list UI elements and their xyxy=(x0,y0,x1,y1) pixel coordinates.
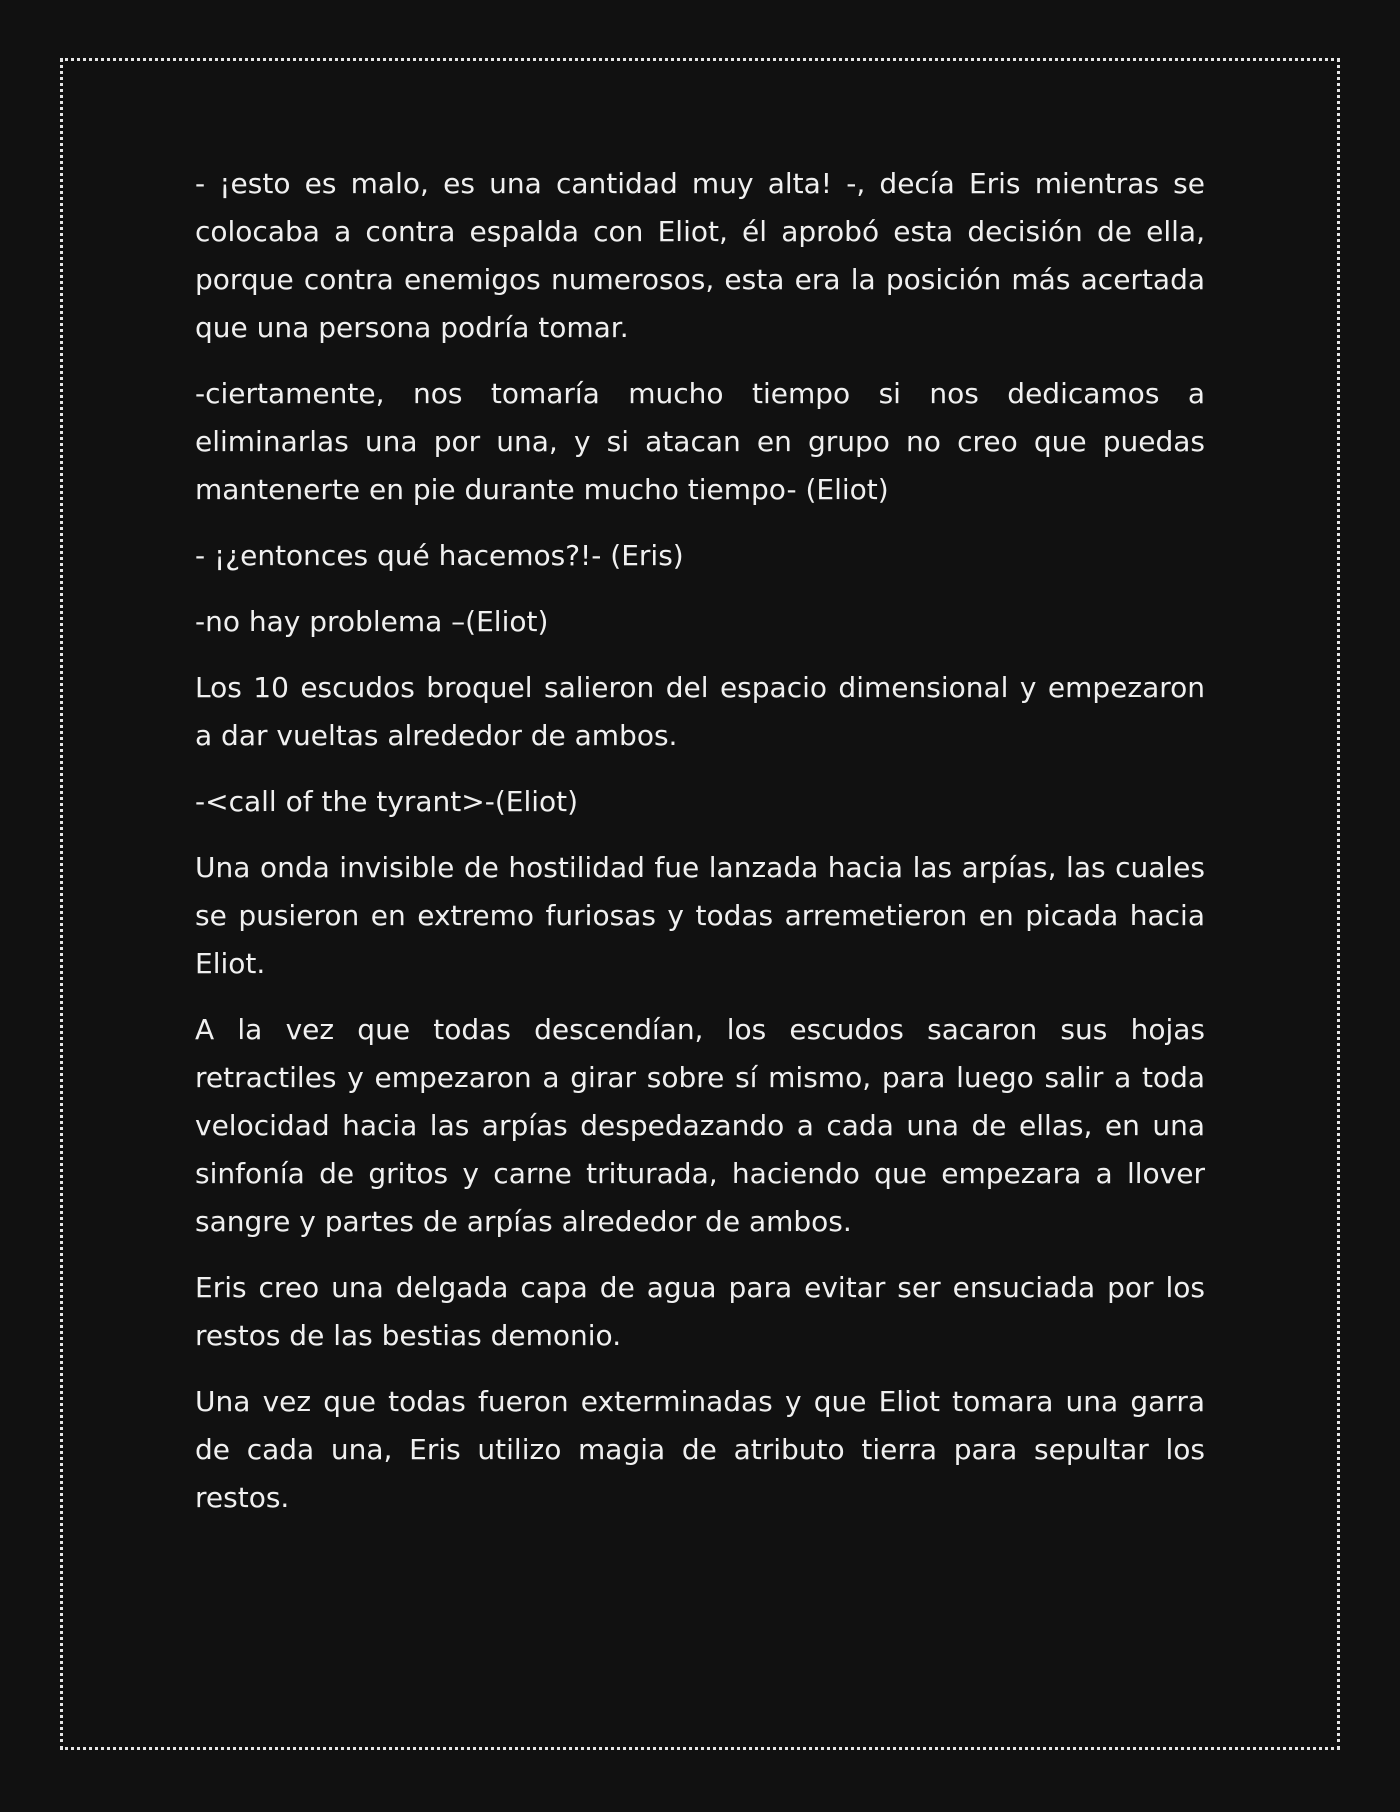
paragraph: -<call of the tyrant>-(Eliot) xyxy=(195,785,579,818)
paragraph: Una onda invisible de hostilidad fue lanzada hacia las arpías, las cuales se pusieron en extremo furiosas y todas arremetieron en picada hacia Eliot. xyxy=(195,851,1205,980)
paragraph: Eris creo una delgada capa de agua para evitar ser ensuciada por los restos de las bestias demonio. xyxy=(195,1271,1205,1352)
paragraph: Los 10 escudos broquel salieron del espacio dimensional y empezaron a dar vueltas alrededor de ambos. xyxy=(195,671,1205,752)
paragraph: -no hay problema –(Eliot) xyxy=(195,605,549,638)
paragraph: A la vez que todas descendían, los escudos sacaron sus hojas retractiles y empezaron a girar sobre sí mismo, para luego salir a toda velocidad hacia las arpías despedazando a cada una de ellas, en una sinfonía de gritos y carne triturada, haciendo que empezara a llover sangre y partes de arpías alrededor de ambos. xyxy=(195,1013,1205,1238)
paragraph: - ¡¿entonces qué hacemos?!- (Eris) xyxy=(195,539,684,572)
paragraph: Una vez que todas fueron exterminadas y que Eliot tomara una garra de cada una, Eris utilizo magia de atributo tierra para sepultar los restos. xyxy=(195,1385,1205,1514)
paragraph: - ¡esto es malo, es una cantidad muy alta! -, decía Eris mientras se colocaba a contra espalda con Eliot, él aprobó esta decisión de ella, porque contra enemigos numerosos, esta era la posición más acertada que una persona podría tomar. xyxy=(195,167,1205,344)
story-text xyxy=(195,160,1205,1540)
paragraph: -ciertamente, nos tomaría mucho tiempo si nos dedicamos a eliminarlas una por una, y si atacan en grupo no creo que puedas mantenerte en pie durante mucho tiempo- (Eliot) xyxy=(195,377,1205,506)
